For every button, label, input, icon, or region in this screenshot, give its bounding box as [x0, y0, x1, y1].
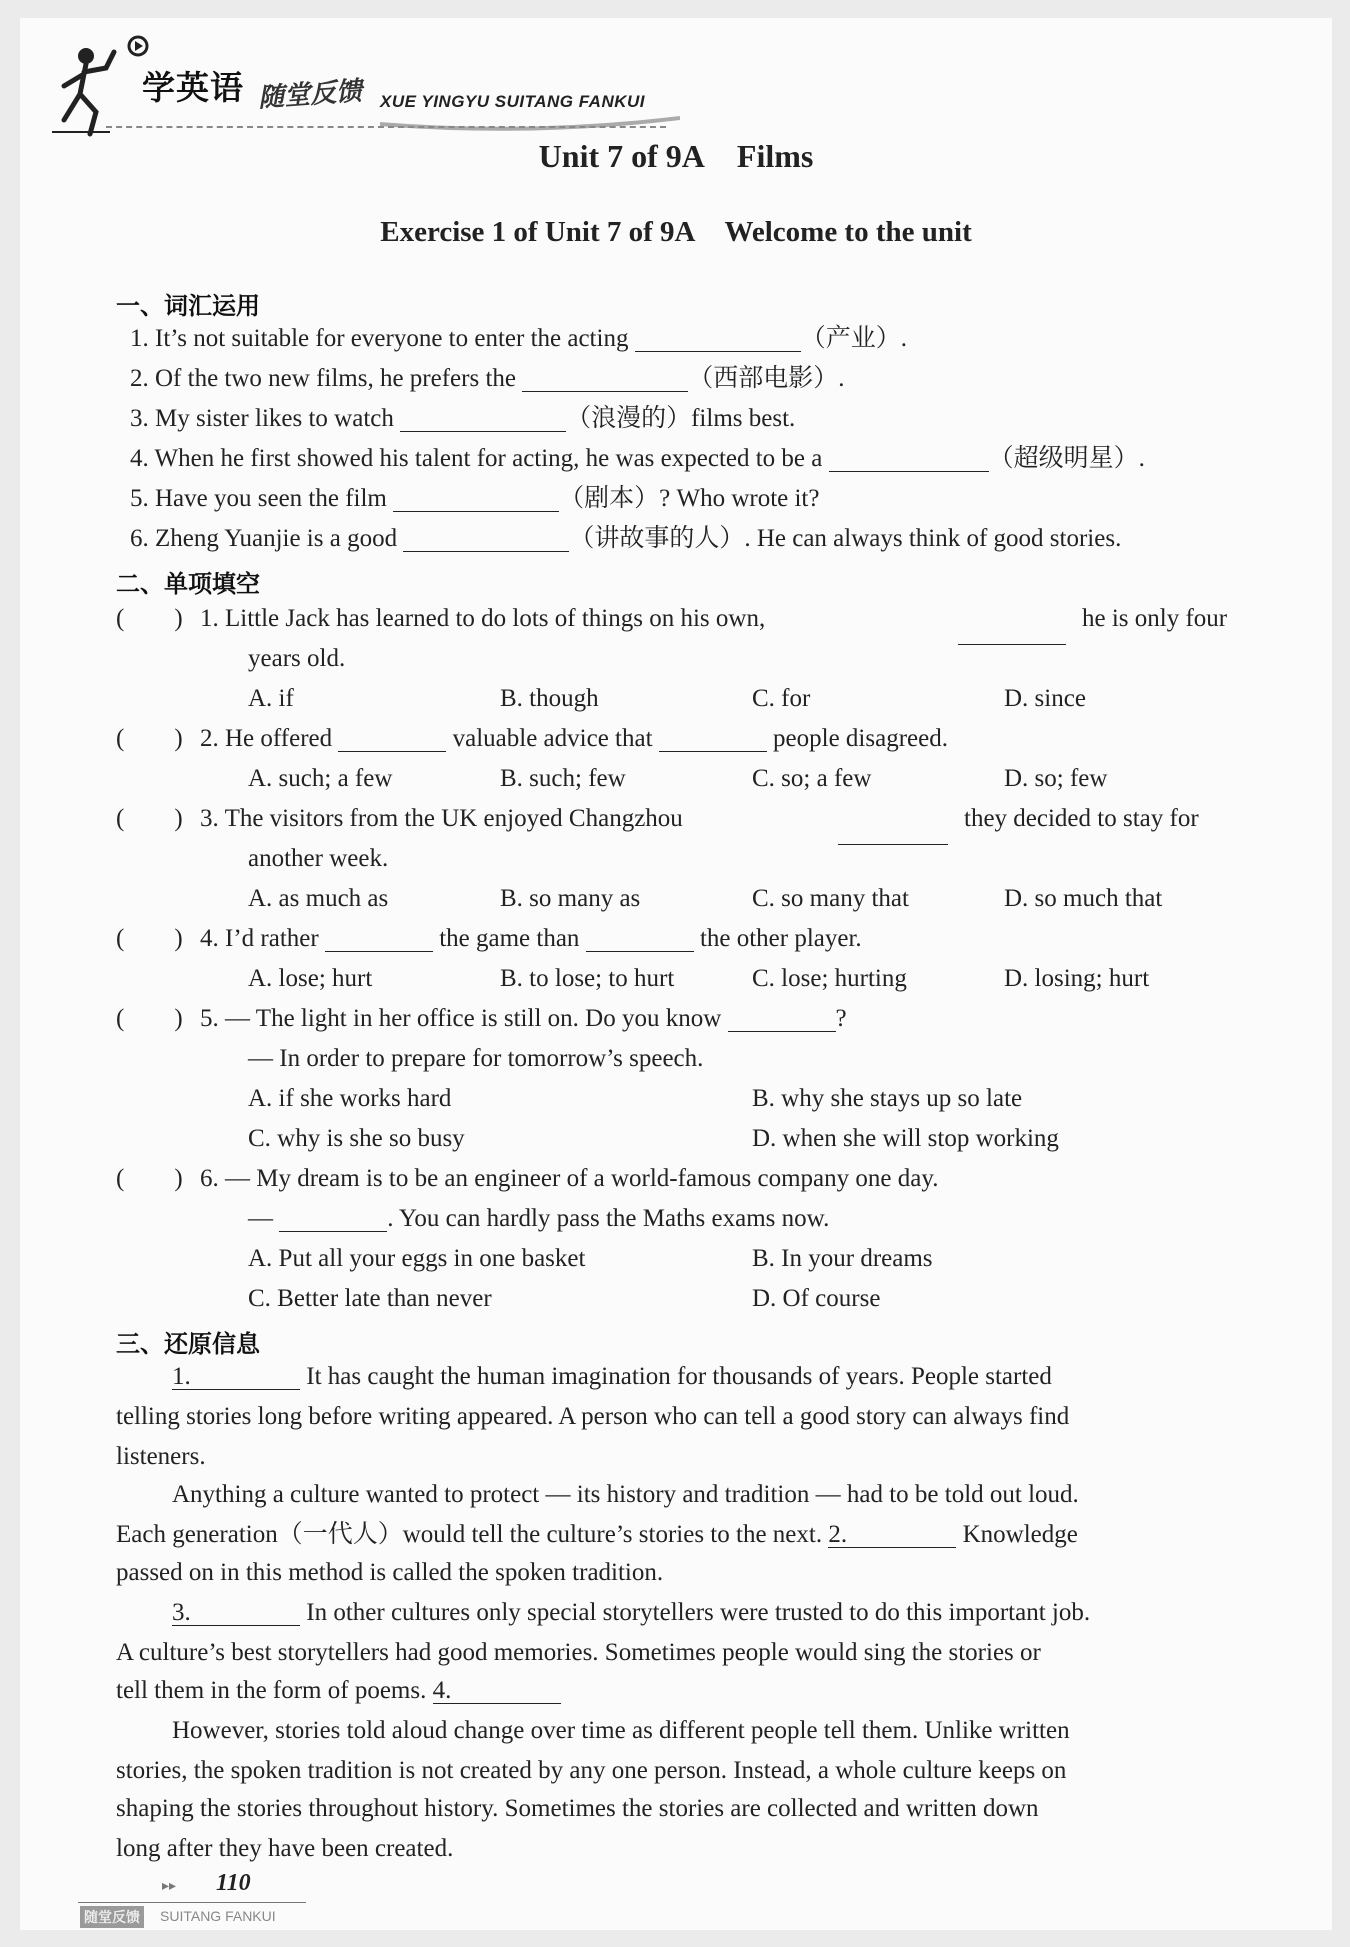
question-text: they decided to stay for [964, 805, 1199, 832]
passage-line [172, 1600, 1090, 1626]
answer-blank[interactable] [958, 626, 1066, 645]
passage-line: A culture’s best storytellers had good memories. Sometimes people would sing the stories or [116, 1639, 1041, 1666]
passage-line: shaping the stories throughout history. Sometimes the stories are collected and written down [116, 1795, 1039, 1822]
answer-blank[interactable] [279, 1206, 387, 1232]
question-number: 2. [200, 725, 219, 752]
header-banner [50, 26, 690, 146]
answer-bracket[interactable]: ( ) [116, 1165, 183, 1192]
question-text: — [248, 1205, 273, 1232]
question-6 [200, 1166, 938, 1191]
option-c[interactable]: C. Better late than never [248, 1285, 492, 1312]
question-text: . You can hardly pass the Maths exams now. [387, 1205, 830, 1232]
section-vocabulary-heading: 一、词汇运用 [116, 292, 260, 320]
question-text: — In order to prepare for tomorrow’s speech. [248, 1045, 704, 1072]
answer-blank[interactable] [659, 726, 767, 752]
answer-blank[interactable]: 2. [828, 1522, 956, 1548]
vocab-item [130, 446, 1145, 472]
option-a[interactable]: A. such; a few [248, 765, 393, 792]
option-d[interactable]: D. when she will stop working [752, 1125, 1059, 1152]
question-text: I’d rather [225, 925, 319, 952]
passage-line [116, 1678, 561, 1704]
answer-bracket[interactable]: ( ) [116, 1005, 183, 1032]
question-text [248, 1206, 829, 1232]
question-text: The visitors from the UK enjoyed Changzhou [224, 805, 683, 832]
answer-blank[interactable] [522, 366, 688, 392]
option-a[interactable]: A. as much as [248, 885, 389, 912]
option-d[interactable]: D. so; few [1004, 765, 1108, 792]
answer-blank[interactable] [586, 926, 694, 952]
question-text: — My dream is to be an engineer of a world-famous company one day. [225, 1165, 939, 1192]
unit-title: Unit 7 of 9A Films [538, 138, 814, 174]
question-number: 5. [200, 1005, 219, 1032]
option-b[interactable]: B. though [500, 685, 599, 712]
worksheet-page [20, 18, 1332, 1930]
vocab-item [130, 486, 819, 512]
answer-bracket[interactable]: ( ) [116, 605, 183, 632]
passage-line: long after they have been created. [116, 1835, 454, 1862]
option-b[interactable]: B. why she stays up so late [752, 1085, 1023, 1112]
question-text: the other player. [699, 925, 862, 952]
vocab-text: 4. When he first showed his talent for acting, he was expected to be a [130, 445, 829, 472]
footer-brand-cn: 随堂反馈 [80, 1906, 144, 1928]
option-b[interactable]: B. so many as [500, 885, 641, 912]
vocab-item [130, 526, 1121, 552]
vocab-item [130, 366, 845, 392]
answer-bracket[interactable]: ( ) [116, 805, 183, 832]
question-text: He offered [225, 725, 333, 752]
question-1 [200, 606, 765, 631]
option-c[interactable]: C. why is she so busy [248, 1125, 465, 1152]
answer-blank[interactable] [838, 826, 948, 845]
vocab-hint: （浪漫的）films best. [566, 405, 796, 432]
vocab-item [130, 406, 795, 432]
passage-text: Each generation（一代人）would tell the culture’s stories to the next. [116, 1521, 823, 1548]
vocab-item [130, 326, 907, 352]
question-number: 6. [200, 1165, 219, 1192]
passage-text: In other cultures only special storytellers were trusted to do this important job. [306, 1599, 1091, 1626]
answer-blank[interactable]: 1. [172, 1364, 300, 1390]
passage-text: Knowledge [962, 1521, 1078, 1548]
answer-bracket[interactable]: ( ) [116, 925, 183, 952]
option-a[interactable]: A. if she works hard [248, 1085, 452, 1112]
brand-subtitle: 随堂反馈 [257, 76, 364, 114]
answer-blank[interactable]: 3. [172, 1600, 300, 1626]
question-number: 3. [200, 805, 219, 832]
header-divider [106, 126, 666, 128]
question-5 [200, 1006, 847, 1032]
vocab-hint: （讲故事的人）. He can always think of good stories. [569, 525, 1122, 552]
section-passage-heading: 三、还原信息 [116, 1330, 260, 1358]
option-c[interactable]: C. lose; hurting [752, 965, 907, 992]
answer-blank[interactable]: 4. [433, 1678, 561, 1704]
answer-blank[interactable] [829, 446, 989, 472]
question-text: ? [835, 1005, 847, 1032]
vocab-text: 1. It’s not suitable for everyone to enter the acting [130, 325, 635, 352]
section-multiple-choice-heading: 二、单项填空 [116, 570, 260, 598]
question-text: years old. [248, 645, 346, 672]
answer-blank[interactable] [403, 526, 569, 552]
question-text: people disagreed. [773, 725, 948, 752]
page-number: 110 [216, 1870, 251, 1896]
answer-blank[interactable] [635, 326, 801, 352]
passage-line: stories, the spoken tradition is not created by any one person. Instead, a whole culture keeps on [116, 1757, 1067, 1784]
answer-blank[interactable] [338, 726, 446, 752]
footer-divider [78, 1902, 306, 1903]
answer-blank[interactable] [728, 1006, 836, 1032]
passage-text: It has caught the human imagination for thousands of years. People started [306, 1363, 1052, 1390]
question-text: Little Jack has learned to do lots of things on his own, [225, 605, 766, 632]
option-d[interactable]: D. losing; hurt [1004, 965, 1150, 992]
answer-blank[interactable] [400, 406, 566, 432]
option-a[interactable]: A. lose; hurt [248, 965, 373, 992]
vocab-hint: （产业）. [800, 325, 907, 352]
vocab-text: 3. My sister likes to watch [130, 405, 401, 432]
passage-line: listeners. [116, 1443, 206, 1470]
option-c[interactable]: C. so many that [752, 885, 909, 912]
question-3 [200, 806, 683, 831]
question-text: the game than [439, 925, 580, 952]
footer-brand-en: SUITANG FANKUI [160, 1908, 276, 1924]
option-a[interactable]: A. Put all your eggs in one basket [248, 1245, 586, 1272]
question-2 [200, 726, 948, 752]
answer-blank[interactable] [325, 926, 433, 952]
passage-text: tell them in the form of poems. [116, 1677, 427, 1704]
question-text: another week. [248, 845, 389, 872]
passage-line: passed on in this method is called the spoken tradition. [116, 1559, 664, 1586]
question-number: 4. [200, 925, 219, 952]
option-d[interactable]: D. so much that [1004, 885, 1163, 912]
vocab-hint: （西部电影）. [688, 365, 845, 392]
option-b[interactable]: B. In your dreams [752, 1245, 933, 1272]
option-a[interactable]: A. if [248, 685, 294, 712]
footer-arrows-icon: ▸▸ [162, 1878, 177, 1894]
question-text: — The light in her office is still on. Do you know [225, 1005, 722, 1032]
question-number: 1. [200, 605, 219, 632]
question-4 [200, 926, 862, 952]
vocab-text: 5. Have you seen the film [130, 485, 394, 512]
answer-bracket[interactable]: ( ) [116, 725, 183, 752]
option-d[interactable]: D. Of course [752, 1285, 881, 1312]
swoosh-icon [380, 114, 680, 134]
vocab-text: 2. Of the two new films, he prefers the [130, 365, 523, 392]
passage-line [172, 1364, 1052, 1390]
option-c[interactable]: C. so; a few [752, 765, 872, 792]
brand-pinyin: XUE YINGYU SUITANG FANKUI [380, 92, 646, 111]
passage-line: However, stories told aloud change over time as different people tell them. Unlike written [172, 1717, 1070, 1744]
question-text: he is only four [1082, 605, 1228, 632]
brand-title: 学英语 [142, 68, 244, 107]
exercise-title: Exercise 1 of Unit 7 of 9A Welcome to the unit [380, 216, 972, 248]
vocab-text: 6. Zheng Yuanjie is a good [130, 525, 404, 552]
option-b[interactable]: B. to lose; to hurt [500, 965, 675, 992]
passage-line: telling stories long before writing appeared. A person who can tell a good story can always find [116, 1403, 1070, 1430]
passage-line: Anything a culture wanted to protect — its history and tradition — had to be told out loud. [172, 1481, 1079, 1508]
question-text: valuable advice that [452, 725, 653, 752]
option-c[interactable]: C. for [752, 685, 811, 712]
vocab-hint: （超级明星）. [988, 445, 1145, 472]
answer-blank[interactable] [393, 486, 559, 512]
vocab-hint: （剧本）? Who wrote it? [559, 485, 820, 512]
option-b[interactable]: B. such; few [500, 765, 626, 792]
passage-line [116, 1522, 1078, 1548]
option-d[interactable]: D. since [1004, 685, 1086, 712]
